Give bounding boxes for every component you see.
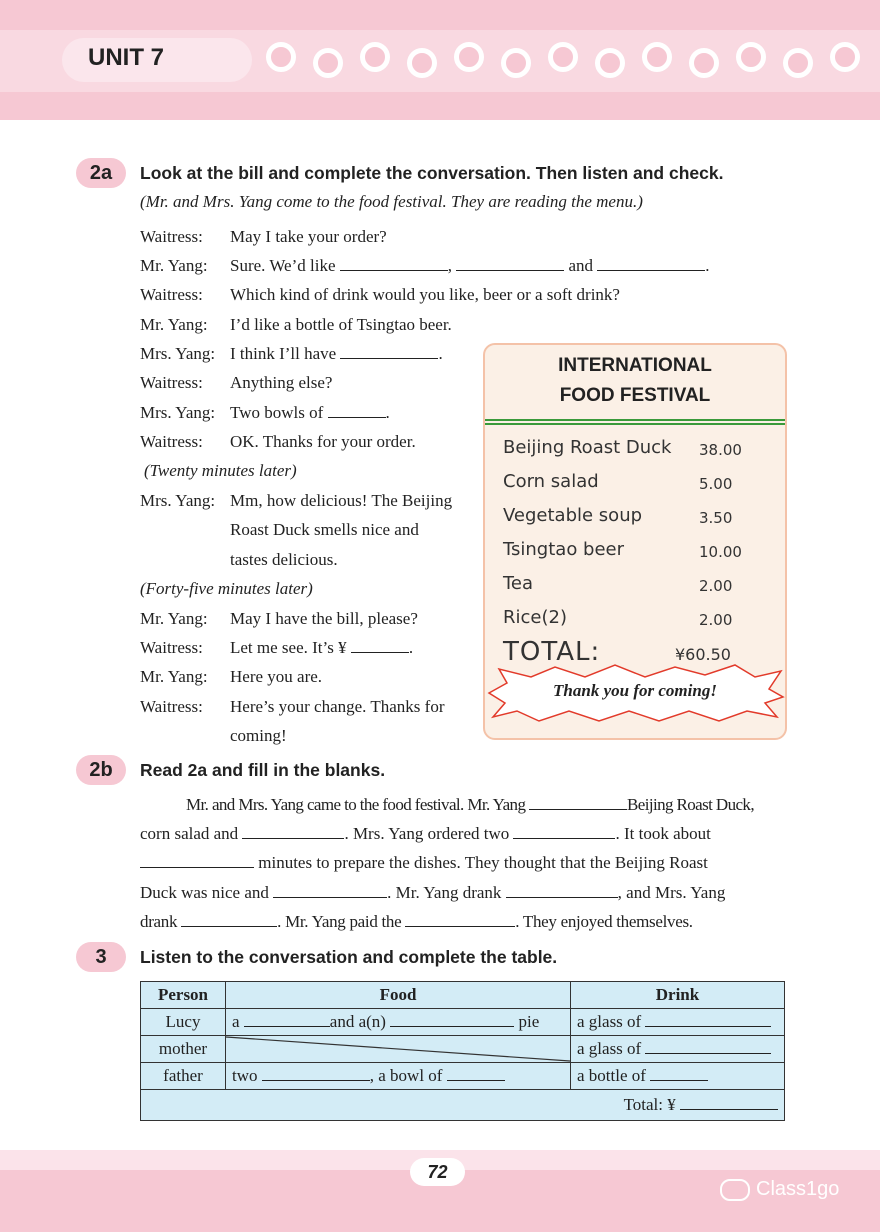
column-header: Person (141, 982, 226, 1009)
drink-cell (571, 1063, 785, 1090)
answer-blank[interactable] (456, 256, 564, 271)
drink-cell (571, 1036, 785, 1063)
paragraph-text: . They enjoyed themselves. (515, 912, 693, 931)
exercise-2a-title: Look at the bill and complete the conversation. Then listen and check. (140, 163, 724, 183)
dialogue-text: . (438, 344, 443, 363)
bill-item-price: 38.00 (699, 441, 742, 459)
dialogue-line (230, 344, 443, 364)
bill-divider (485, 423, 785, 425)
table-row (141, 1009, 785, 1036)
page-header (0, 0, 880, 120)
bill-total-label: TOTAL: (503, 637, 601, 667)
answer-blank[interactable] (351, 638, 409, 653)
total-label: Total: ¥ (623, 1095, 676, 1114)
paragraph-line (186, 795, 754, 815)
answer-blank[interactable] (390, 1012, 514, 1027)
ring-icon (407, 48, 437, 78)
table-total-row (141, 1090, 785, 1121)
speaker: Mr. Yang: (140, 315, 208, 334)
dialogue-text: Two bowls of (230, 403, 324, 422)
watermark (720, 1178, 839, 1201)
cell-text: and a(n) (329, 1012, 386, 1031)
ring-icon (360, 42, 390, 72)
ring-icon (689, 48, 719, 78)
ring-icon (548, 42, 578, 72)
bill-item-name: Tsingtao beer (503, 539, 625, 560)
dialogue-line: coming! (230, 726, 287, 745)
bill-item-name: Vegetable soup (503, 505, 643, 526)
paragraph-text: Mr. and Mrs. Yang came to the food festival. Mr. Yang (186, 795, 526, 814)
paragraph-line (140, 853, 708, 873)
dialogue-line: Mm, how delicious! The Beijing (230, 491, 453, 510)
column-header: Drink (571, 982, 785, 1009)
paragraph-text: Beijing Roast Duck, (627, 795, 754, 814)
drink-cell (571, 1009, 785, 1036)
dialogue-line: OK. Thanks for your order. (230, 432, 416, 451)
bill-title-line-1: INTERNATIONAL (558, 355, 712, 376)
table-row (141, 1036, 785, 1063)
speaker: Waitress: (140, 285, 203, 304)
chat-bubble-icon (720, 1179, 750, 1201)
speaker: Waitress: (140, 697, 203, 716)
bill-title-line-2: FOOD FESTIVAL (559, 385, 711, 406)
dialogue-text: . (408, 638, 414, 657)
order-table (140, 981, 785, 1121)
exercise-2b-badge: 2b (76, 755, 126, 785)
answer-blank[interactable] (328, 403, 386, 418)
answer-blank[interactable] (273, 883, 387, 898)
paragraph-text: . It took about (615, 824, 711, 843)
bill-item-name: Corn salad (503, 471, 599, 492)
paragraph-line (140, 883, 725, 903)
food-cell-crossed (226, 1036, 571, 1063)
stage-note: (Forty-five minutes later) (140, 579, 313, 598)
bill-item-price: 2.00 (699, 611, 733, 629)
bill-item-price: 10.00 (699, 543, 742, 561)
answer-blank[interactable] (244, 1012, 330, 1027)
column-header: Food (226, 982, 571, 1009)
answer-blank[interactable] (242, 824, 344, 839)
dialogue-line: Anything else? (230, 373, 333, 392)
speaker: Mr. Yang: (140, 256, 208, 275)
total-cell (141, 1090, 785, 1121)
bill-item-name: Tea (503, 573, 534, 594)
paragraph-text: drank (140, 912, 178, 931)
unit-title: UNIT 7 (88, 44, 165, 71)
ring-icon (454, 42, 484, 72)
answer-blank[interactable] (340, 344, 438, 359)
cell-text: a glass of (577, 1039, 642, 1058)
exercise-2b-title: Read 2a and fill in the blanks. (140, 760, 386, 780)
speaker: Mrs. Yang: (140, 403, 216, 422)
paragraph-text: . Mr. Yang drank (387, 883, 502, 902)
table-row (141, 1063, 785, 1090)
dialogue-line: tastes delicious. (230, 550, 338, 569)
answer-blank[interactable] (597, 256, 705, 271)
speaker: Waitress: (140, 432, 203, 451)
answer-blank[interactable] (645, 1012, 771, 1027)
speaker: Mr. Yang: (140, 667, 208, 686)
paragraph-line (140, 912, 693, 932)
ring-icon (595, 48, 625, 78)
exercise-2a-badge: 2a (76, 158, 126, 188)
ring-icon (266, 42, 296, 72)
bill-item-price: 5.00 (699, 475, 733, 493)
cell-text: a bottle of (577, 1066, 646, 1085)
food-cell (226, 1009, 571, 1036)
ring-icon (736, 42, 766, 72)
paragraph-line (140, 824, 711, 844)
dialogue-line: May I take your order? (230, 227, 387, 246)
ring-icon (642, 42, 672, 72)
dialogue-text: Let me see. It’s ¥ (230, 638, 347, 657)
cell-text: a (232, 1012, 240, 1031)
dialogue-text: . (705, 256, 710, 275)
exercise-3-title: Listen to the conversation and complete the table. (140, 947, 558, 967)
answer-blank[interactable] (140, 853, 254, 868)
paragraph-text: corn salad and (140, 824, 239, 843)
dialogue-text: , (447, 256, 452, 275)
bill-item-price: 3.50 (699, 509, 733, 527)
answer-blank[interactable] (650, 1066, 708, 1081)
answer-blank[interactable] (506, 883, 618, 898)
answer-blank[interactable] (529, 795, 627, 810)
bill-item-price: 2.00 (699, 577, 733, 595)
answer-blank[interactable] (447, 1066, 505, 1081)
paragraph-text: minutes to prepare the dishes. They thought that the Beijing Roast (258, 853, 708, 872)
dialogue-text: . (385, 403, 390, 422)
stage-note: (Twenty minutes later) (144, 461, 297, 480)
dialogue-line: Which kind of drink would you like, beer or a soft drink? (230, 285, 620, 304)
answer-blank[interactable] (645, 1039, 771, 1054)
dialogue-line: Here’s your change. Thanks for (230, 697, 445, 716)
dialogue-line: I’d like a bottle of Tsingtao beer. (230, 315, 452, 334)
dialogue-line: Here you are. (230, 667, 323, 686)
paragraph-text: . Mr. Yang paid the (277, 912, 402, 931)
cell-text: pie (518, 1012, 540, 1031)
speaker: Waitress: (140, 373, 203, 392)
cross-out-line-icon (226, 1036, 570, 1062)
table-header-row (141, 982, 785, 1009)
speaker: Mrs. Yang: (140, 344, 216, 363)
answer-blank[interactable] (405, 912, 515, 927)
bill-divider (485, 419, 785, 421)
cell-text: two (232, 1066, 258, 1085)
food-festival-bill (483, 343, 787, 740)
paragraph-text: Duck was nice and (140, 883, 269, 902)
answer-blank[interactable] (181, 912, 277, 927)
watermark-text: Class1go (756, 1178, 840, 1200)
page-number: 72 (410, 1158, 465, 1186)
dialogue-line: Roast Duck smells nice and (230, 520, 419, 539)
speaker: Mr. Yang: (140, 609, 208, 628)
speaker: Waitress: (140, 227, 203, 246)
dialogue-line (230, 403, 390, 423)
cell-text: , a bowl of (369, 1066, 443, 1085)
answer-blank[interactable] (513, 824, 615, 839)
bill-thanks-text: Thank you for coming! (553, 681, 717, 700)
bill-item-name: Rice(2) (503, 607, 567, 628)
speaker: Mrs. Yang: (140, 491, 216, 510)
dialogue-text: I think I’ll have (230, 344, 337, 363)
exercise-3-badge: 3 (76, 942, 126, 972)
exercise-2a-intro: (Mr. and Mrs. Yang come to the food festival. They are reading the menu.) (140, 192, 643, 211)
dialogue-line: May I have the bill, please? (230, 609, 418, 628)
bill-total-value: ¥60.50 (675, 645, 731, 664)
person-cell: father (141, 1063, 226, 1090)
ring-icon (501, 48, 531, 78)
paragraph-text: , and Mrs. Yang (617, 883, 726, 902)
ring-icon (783, 48, 813, 78)
answer-blank[interactable] (262, 1066, 370, 1081)
dialogue-line (230, 638, 413, 658)
person-cell: Lucy (141, 1009, 226, 1036)
bill-item-name: Beijing Roast Duck (503, 437, 672, 458)
person-cell: mother (141, 1036, 226, 1063)
dialogue-text: and (568, 256, 594, 275)
ring-icon (313, 48, 343, 78)
food-cell (226, 1063, 571, 1090)
paragraph-text: . Mrs. Yang ordered two (344, 824, 510, 843)
answer-blank[interactable] (680, 1095, 778, 1110)
speaker: Waitress: (140, 638, 203, 657)
ring-icon (830, 42, 860, 72)
dialogue-line (230, 256, 710, 276)
answer-blank[interactable] (340, 256, 448, 271)
cell-text: a glass of (577, 1012, 642, 1031)
dialogue-text: Sure. We’d like (230, 256, 336, 275)
